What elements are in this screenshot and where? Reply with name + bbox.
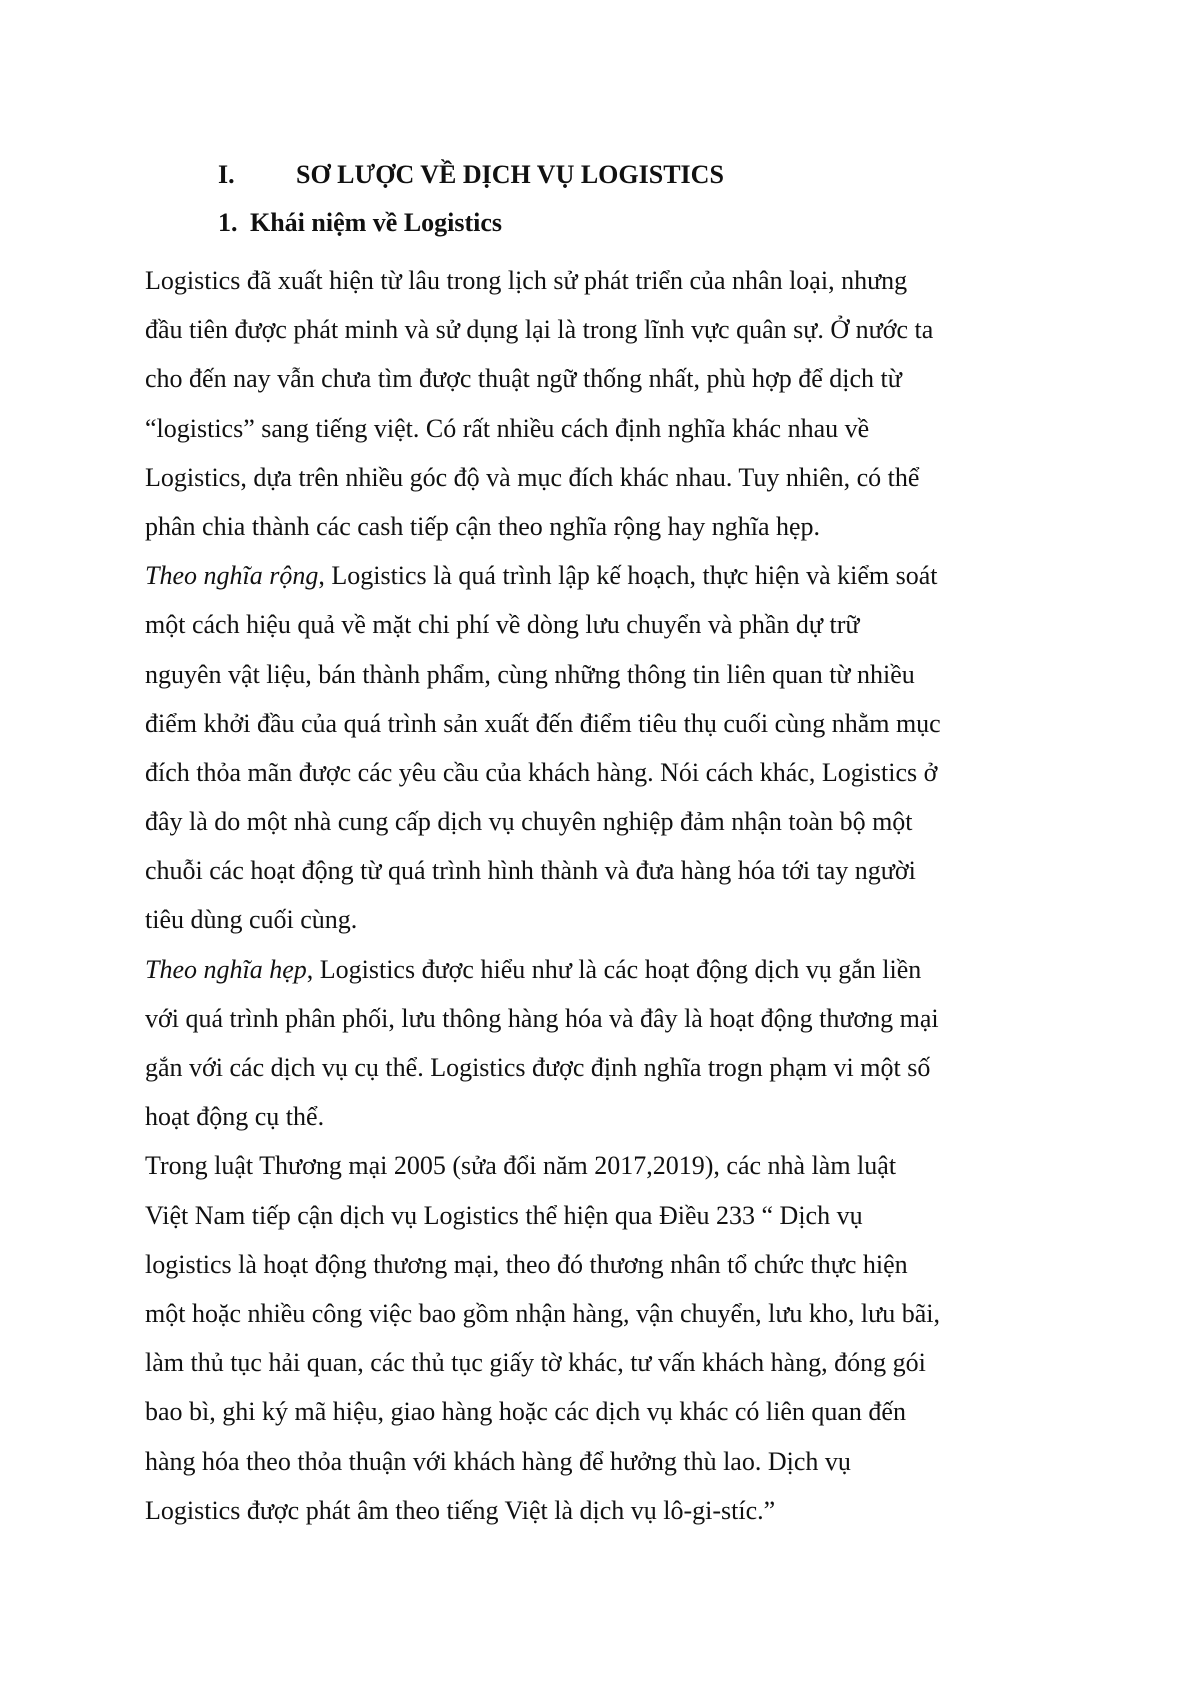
text-line: Việt Nam tiếp cận dịch vụ Logistics thể hiện qua Điều 233 “ Dịch vụ bbox=[145, 1200, 863, 1230]
narrow-definition-term: Theo nghĩa hẹp bbox=[145, 954, 307, 984]
text-line: logistics là hoạt động thương mại, theo đó thương nhân tổ chức thực hiện bbox=[145, 1249, 908, 1279]
text-line: chuỗi các hoạt động từ quá trình hình thành và đưa hàng hóa tới tay người bbox=[145, 856, 916, 886]
text-line: Logistics, dựa trên nhiều góc độ và mục đích khác nhau. Tuy nhiên, có thể bbox=[145, 462, 920, 492]
text-line: hàng hóa theo thỏa thuận với khách hàng để hưởng thù lao. Dịch vụ bbox=[145, 1446, 851, 1476]
section-title: SƠ LƯỢC VỀ DỊCH VỤ LOGISTICS bbox=[296, 160, 724, 189]
text-line: “logistics” sang tiếng việt. Có rất nhiều cách định nghĩa khác nhau về bbox=[145, 413, 870, 443]
subsection-title: Khái niệm về Logistics bbox=[250, 208, 503, 237]
text-line: đây là do một nhà cung cấp dịch vụ chuyên nghiệp đảm nhận toàn bộ một bbox=[145, 807, 913, 837]
section-number: I. bbox=[218, 160, 235, 189]
text-line bbox=[145, 945, 1105, 994]
text-fragment: , Logistics được hiểu như là các hoạt động dịch vụ gắn liền bbox=[306, 954, 922, 984]
section-heading bbox=[218, 160, 724, 190]
text-line: gắn với các dịch vụ cụ thể. Logistics được định nghĩa trogn phạm vi một số bbox=[145, 1053, 931, 1082]
text-line: đầu tiên được phát minh và sử dụng lại là trong lĩnh vực quân sự. Ở nước ta bbox=[145, 315, 934, 345]
text-line: cho đến nay vẫn chưa tìm được thuật ngữ thống nhất, phù hợp để dịch từ bbox=[145, 364, 902, 394]
text-line: nguyên vật liệu, bán thành phẩm, cùng những thông tin liên quan từ nhiều bbox=[145, 659, 915, 689]
text-line: làm thủ tục hải quan, các thủ tục giấy tờ khác, tư vấn khách hàng, đóng gói bbox=[145, 1348, 926, 1378]
body-text bbox=[145, 256, 1105, 1535]
text-fragment: , Logistics là quá trình lập kế hoạch, thực hiện và kiểm soát bbox=[318, 561, 938, 591]
subsection-heading bbox=[218, 208, 502, 238]
text-line: đích thỏa mãn được các yêu cầu của khách hàng. Nói cách khác, Logistics ở bbox=[145, 757, 938, 787]
text-line: một cách hiệu quả về mặt chi phí về dòng lưu chuyển và phần dự trữ bbox=[145, 610, 860, 640]
text-line bbox=[145, 551, 1105, 600]
subsection-number: 1. bbox=[218, 208, 238, 237]
text-line: bao bì, ghi ký mã hiệu, giao hàng hoặc các dịch vụ khác có liên quan đến bbox=[145, 1397, 906, 1427]
text-line: hoạt động cụ thể. bbox=[145, 1102, 325, 1132]
text-line: một hoặc nhiều công việc bao gồm nhận hàng, vận chuyển, lưu kho, lưu bãi, bbox=[145, 1298, 940, 1328]
text-line: Logistics đã xuất hiện từ lâu trong lịch sử phát triển của nhân loại, nhưng bbox=[145, 266, 908, 295]
text-line: Logistics được phát âm theo tiếng Việt là dịch vụ lô-gi-stíc.” bbox=[145, 1495, 776, 1525]
broad-definition-term: Theo nghĩa rộng bbox=[145, 561, 319, 591]
text-line: với quá trình phân phối, lưu thông hàng hóa và đây là hoạt động thương mại bbox=[145, 1003, 939, 1033]
text-line: điểm khởi đầu của quá trình sản xuất đến điểm tiêu thụ cuối cùng nhằm mục bbox=[145, 708, 941, 738]
text-line: phân chia thành các cash tiếp cận theo nghĩa rộng hay nghĩa hẹp. bbox=[145, 511, 821, 541]
text-line: Trong luật Thương mại 2005 (sửa đổi năm 2017,2019), các nhà làm luật bbox=[145, 1151, 897, 1181]
text-line: tiêu dùng cuối cùng. bbox=[145, 905, 358, 935]
